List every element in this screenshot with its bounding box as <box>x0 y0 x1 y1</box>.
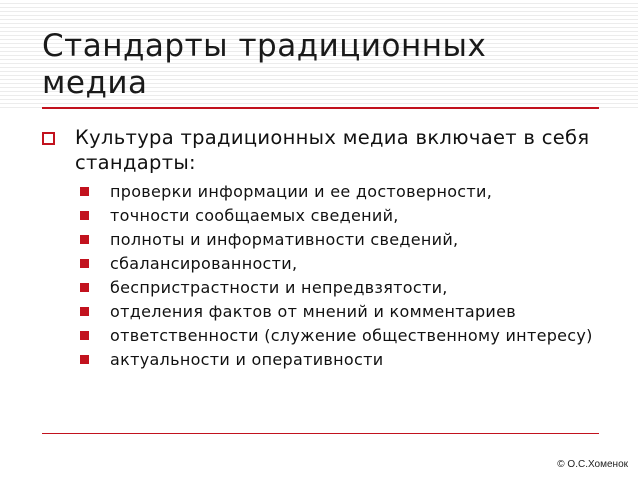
square-bullet-icon <box>80 283 89 292</box>
slide-title: Стандарты традиционных медиа <box>42 28 487 101</box>
main-bullet-item <box>42 125 602 175</box>
square-bullet-icon <box>80 355 89 364</box>
list-item-text: ответственности (служение общественному интересу) <box>110 326 593 345</box>
list-item <box>80 181 600 203</box>
list-item <box>80 349 600 371</box>
square-bullet-icon <box>80 235 89 244</box>
title-divider <box>42 107 599 109</box>
list-item <box>80 301 600 323</box>
square-bullet-icon <box>80 259 89 268</box>
square-bullet-icon <box>80 331 89 340</box>
list-item <box>80 253 600 275</box>
list-item <box>80 205 600 227</box>
hollow-square-bullet-icon <box>42 132 55 145</box>
list-item <box>80 277 600 299</box>
list-item <box>80 325 600 347</box>
list-item-text: сбалансированности, <box>110 254 298 273</box>
list-item-text: проверки информации и ее достоверности, <box>110 182 493 201</box>
square-bullet-icon <box>80 307 89 316</box>
bottom-divider <box>42 433 599 434</box>
square-bullet-icon <box>80 187 89 196</box>
square-bullet-icon <box>80 211 89 220</box>
list-item-text: беспристрастности и непредвзятости, <box>110 278 448 297</box>
list-item-text: актуальности и оперативности <box>110 350 384 369</box>
main-bullet-text: Культура традиционных медиа включает в себя стандарты: <box>75 126 590 174</box>
list-item-text: отделения фактов от мнений и комментариев <box>110 302 516 321</box>
list-item-text: полноты и информативности сведений, <box>110 230 459 249</box>
standards-list <box>80 181 600 373</box>
copyright-footer: © О.С.Хоменок <box>557 459 628 470</box>
list-item-text: точности сообщаемых сведений, <box>110 206 399 225</box>
list-item <box>80 229 600 251</box>
